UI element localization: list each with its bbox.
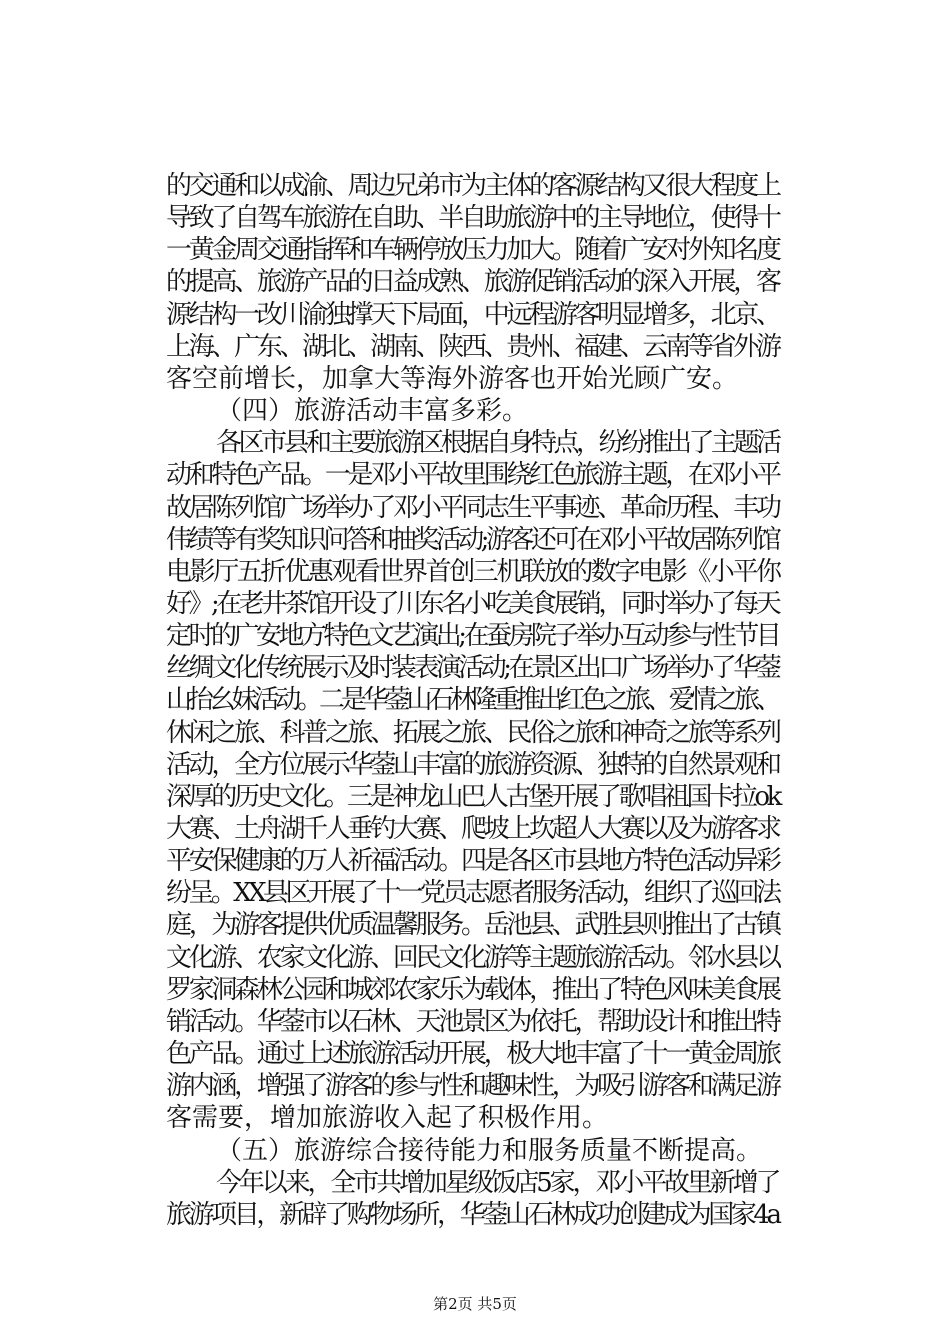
text-line: 休闲之旅、科普之旅、拓展之旅、民俗之旅和神奇之旅等系列: [166, 717, 779, 748]
text-line: 导致了自驾车旅游在自助、半自助旅游中的主导地位，使得十: [166, 203, 779, 234]
text-line: 故居陈列馆广场举办了邓小平同志生平事迹、革命历程、丰功: [166, 492, 779, 523]
text-line: 动和特色产品。一是邓小平故里围绕红色旅游主题，在邓小平: [166, 460, 779, 491]
text-line: 上海、广东、湖北、湖南、陕西、贵州、福建、云南等省外游: [166, 331, 779, 362]
text-line: 客需要，增加旅游收入起了积极作用。: [166, 1103, 609, 1134]
text-line: 好》;在老井茶馆开设了川东名小吃美食展销，同时举办了每天: [166, 588, 779, 619]
text-line: 丝绸文化传统展示及时装表演活动;在景区出口广场举办了华蓥: [166, 653, 779, 684]
text-line: 伟绩等有奖知识问答和抽奖活动;游客还可在邓小平故居陈列馆: [166, 524, 779, 555]
text-line: 纷呈。XX县区开展了十一党员志愿者服务活动，组织了巡回法: [166, 878, 779, 909]
text-line: 客空前增长，加拿大等海外游客也开始光顾广安。: [166, 363, 739, 394]
text-line: 的交通和以成渝、周边兄弟市为主体的客源结构又很大程度上: [166, 171, 779, 201]
text-line: 电影厅五折优惠观看世界首创三机联放的数字电影《小平你: [166, 556, 780, 587]
page-footer: [0, 1294, 950, 1314]
text-line: 游内涵，增强了游客的参与性和趣味性，为吸引游客和满足游: [166, 1071, 779, 1102]
text-line: （四）旅游活动丰富多彩。: [216, 396, 529, 427]
text-line: 山抬幺妹活动。二是华蓥山石林隆重推出红色之旅、爱情之旅、: [166, 685, 778, 716]
text-line: 色产品。通过上述旅游活动开展，极大地丰富了十一黄金周旅: [166, 1039, 779, 1070]
text-line: 源结构一改川渝独撑天下局面，中远程游客明显增多，北京、: [166, 299, 779, 330]
text-line: 庭，为游客提供优质温馨服务。岳池县、武胜县则推出了古镇: [166, 910, 779, 941]
text-line: 大赛、土舟湖千人垂钓大赛、爬坡上坎超人大赛以及为游客求: [166, 814, 779, 844]
text-line: 一黄金周交通指挥和车辆停放压力加大。随着广安对外知名度: [166, 235, 779, 266]
text-line: 定时的广安地方特色文艺演出;在蚕房院子举办互动参与性节目: [166, 621, 779, 652]
text-line: 的提高、旅游产品的日益成熟、旅游促销活动的深入开展，客: [166, 267, 779, 298]
page-number-label: 第2页 共5页: [433, 1295, 517, 1313]
text-line: 今年以来，全市共增加星级饭店5家，邓小平故里新增了: [216, 1167, 779, 1198]
text-line: 销活动。华蓥市以石林、天池景区为依托，帮助设计和推出特: [166, 1006, 779, 1037]
text-line: 平安保健康的万人祈福活动。四是各区市县地方特色活动异彩: [166, 846, 779, 877]
text-line: 活动，全方位展示华蓥山丰富的旅游资源、独特的自然景观和: [166, 749, 779, 780]
text-line: （五）旅游综合接待能力和服务质量不断提高。: [216, 1135, 763, 1166]
text-line: 罗家洞森林公园和城郊农家乐为载体，推出了特色风味美食展: [166, 974, 779, 1005]
text-line: 深厚的历史文化。三是神龙山巴人古堡开展了歌唱祖国卡拉ok: [166, 781, 780, 812]
text-line: 旅游项目，新辟了购物场所，华蓥山石林成功创建成为国家4a: [166, 1199, 779, 1230]
text-line: 各区市县和主要旅游区根据自身特点，纷纷推出了主题活: [216, 428, 779, 459]
text-line: 文化游、农家文化游、回民文化游等主题旅游活动。邻水县以: [166, 942, 779, 973]
